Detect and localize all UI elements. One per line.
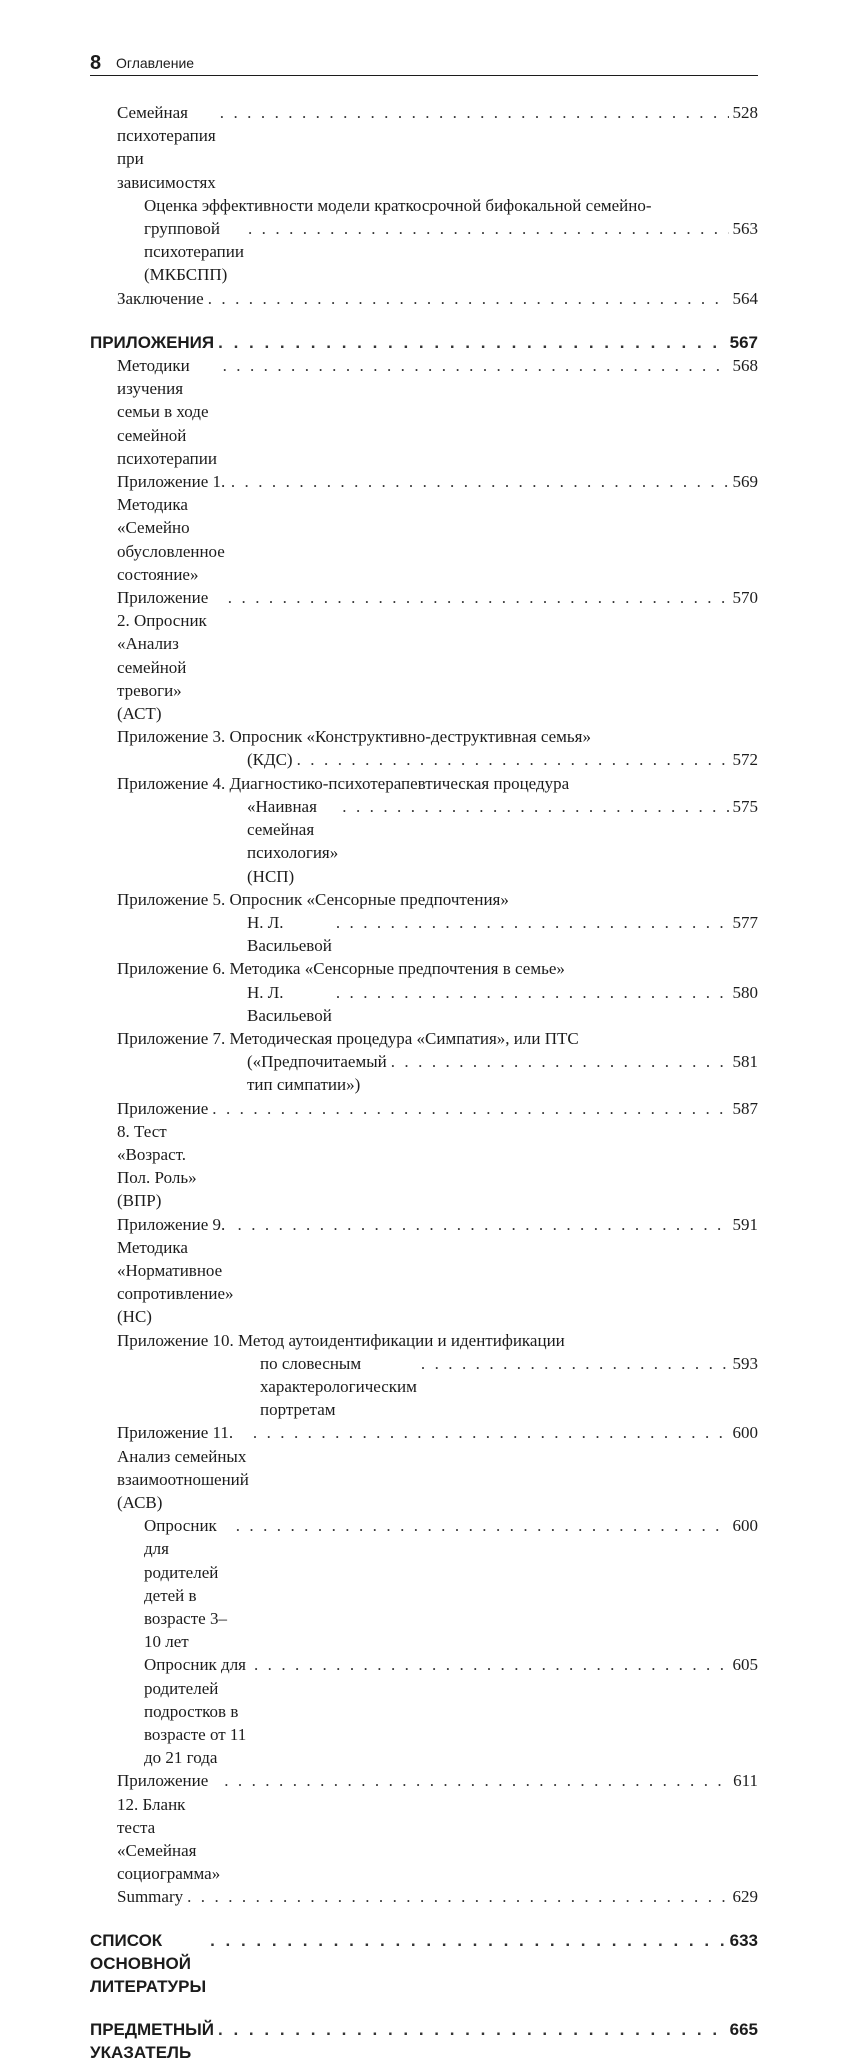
toc-entry-page: 580 [732,982,758,1002]
toc-part-page: 665 [729,2020,758,2040]
toc-entry-title: Summary [117,1887,184,1907]
leader-dots [220,101,729,124]
toc-entry-page: 611 [733,1771,758,1791]
toc-part-index[interactable] [90,2018,758,2064]
leader-dots [187,1885,728,1908]
leader-dots [391,1050,729,1073]
toc-entry-title: Приложение 3. Опросник «Конструктивно-деструктивная семья» [117,727,591,747]
toc-entry[interactable] [117,957,758,1027]
toc-entry-page: 575 [732,796,758,816]
toc-entry-page: 629 [732,1887,758,1907]
toc-entry-title: Приложение 12. Бланк теста «Семейная социограмма» [117,1771,221,1884]
toc-entry-page: 569 [732,472,758,492]
toc-entry-title-cont: «Наивная семейная психология» (НСП) [247,796,339,886]
toc-entry-page: 564 [732,288,758,308]
toc-entry[interactable] [117,1027,758,1097]
leader-dots [336,911,729,934]
toc-entry-title-cont: (КДС) [247,750,293,770]
leader-dots [297,748,729,771]
toc-entry-title: Приложение 9. Методика «Нормативное сопротивление» (НС) [117,1214,234,1327]
toc-entry[interactable] [117,1329,758,1422]
toc-entry[interactable] [117,470,758,586]
toc-entry-title: Приложение 2. Опросник «Анализ семейной тревоги» (АСТ) [117,588,209,724]
leader-dots [218,331,726,354]
toc-entry-title: Приложение 11. Анализ семейных взаимоотношений (АСВ) [117,1423,249,1512]
toc-entry-title-cont: Н. Л. Васильевой [247,982,332,1025]
toc-part-page: 567 [729,332,758,352]
toc-entry-title: Опросник для родителей подростков в возрасте от 11 до 21 года [144,1655,247,1768]
toc-entry-page: 570 [732,588,758,608]
toc-entry[interactable] [144,194,758,287]
leader-dots [254,1653,729,1676]
leader-dots [210,1929,726,1952]
leader-dots [238,1213,729,1236]
toc-entry-page: 581 [732,1052,758,1072]
toc-entry-page: 591 [732,1214,758,1234]
toc-entry-page: 593 [732,1353,758,1373]
toc-part-title: ПРИЛОЖЕНИЯ [90,332,215,352]
leader-dots [223,354,729,377]
toc-entry[interactable] [117,586,758,725]
toc-entry[interactable] [144,1514,758,1653]
toc-entry[interactable] [117,1213,758,1329]
toc-part-literature[interactable] [90,1929,758,1999]
toc-entry-title: Методики изучения семьи в ходе семейной психотерапии [117,356,217,468]
toc-entry-page: 568 [732,356,758,376]
leader-dots [236,1514,729,1537]
toc-entry-title: Семейная психотерапия при зависимостях [117,103,216,192]
toc-part-appendices[interactable] [90,331,758,354]
toc-entry[interactable] [117,1421,758,1514]
toc-entry-title: Приложение 6. Методика «Сенсорные предпочтения в семье» [117,959,565,979]
toc-entry-page: 563 [732,219,758,239]
toc-part-page: 633 [729,1930,758,1950]
toc-entry-page: 528 [732,103,758,122]
leader-dots [253,1421,729,1444]
toc-entry[interactable] [117,772,758,888]
toc-entry[interactable] [117,1885,758,1908]
leader-dots [248,217,729,240]
toc-entry[interactable] [117,287,758,310]
toc-entry[interactable] [117,1097,758,1213]
leader-dots [208,287,729,310]
table-of-contents [90,101,758,2065]
toc-entry-title: Приложение 5. Опросник «Сенсорные предпочтения» [117,889,509,909]
toc-entry[interactable] [117,354,758,470]
toc-entry-title-cont: Н. Л. Васильевой [247,912,332,956]
page-number: 8 [90,52,102,74]
toc-part-title: ПРЕДМЕТНЫЙ УКАЗАТЕЛЬ [90,2020,215,2063]
leader-dots [231,470,729,493]
leader-dots [228,586,729,609]
leader-dots [336,981,729,1004]
toc-entry-page: 577 [732,912,758,932]
toc-entry-title: Приложение 4. Диагностико-психотерапевтическая процедура [117,773,570,793]
toc-entry-page: 587 [732,1098,758,1118]
leader-dots [218,2018,726,2041]
leader-dots [342,795,728,818]
toc-entry[interactable] [117,888,758,958]
toc-part-title: СПИСОК ОСНОВНОЙ ЛИТЕРАТУРЫ [90,1930,207,1997]
toc-entry-title: Заключение [117,288,204,308]
toc-entry-title-cont: групповой психотерапии (МКБСПП) [144,219,244,285]
leader-dots [212,1097,728,1120]
toc-entry-title-cont: («Предпочитаемый тип симпатии») [247,1052,387,1095]
toc-entry-page: 600 [732,1516,758,1536]
toc-entry-title-cont: по словесным характерологическим портретам [260,1353,417,1420]
toc-entry-title: Опросник для родителей детей в возрасте 3–10 лет [144,1516,227,1652]
toc-entry[interactable] [117,725,758,771]
toc-entry[interactable] [117,1769,758,1885]
toc-entry-title: Приложение 10. Метод аутоидентификации и идентификации [117,1330,565,1350]
running-head [90,51,758,76]
toc-entry-title: Приложение 8. Тест «Возраст. Пол. Роль» (ВПР) [117,1098,209,1211]
toc-entry[interactable] [117,101,758,194]
running-head-title: Оглавление [116,55,195,71]
toc-entry-title: Оценка эффективности модели краткосрочной бифокальной семейно- [144,195,652,215]
toc-entry[interactable] [144,1653,758,1769]
toc-entry-page: 600 [732,1423,758,1443]
toc-entry-page: 572 [732,750,758,770]
toc-entry-page: 605 [732,1655,758,1675]
toc-entry-title: Приложение 1. Методика «Семейно обусловленное состояние» [117,472,226,584]
toc-entry-title: Приложение 7. Методическая процедура «Симпатия», или ПТС [117,1028,579,1048]
leader-dots [224,1769,729,1792]
leader-dots [421,1352,729,1375]
